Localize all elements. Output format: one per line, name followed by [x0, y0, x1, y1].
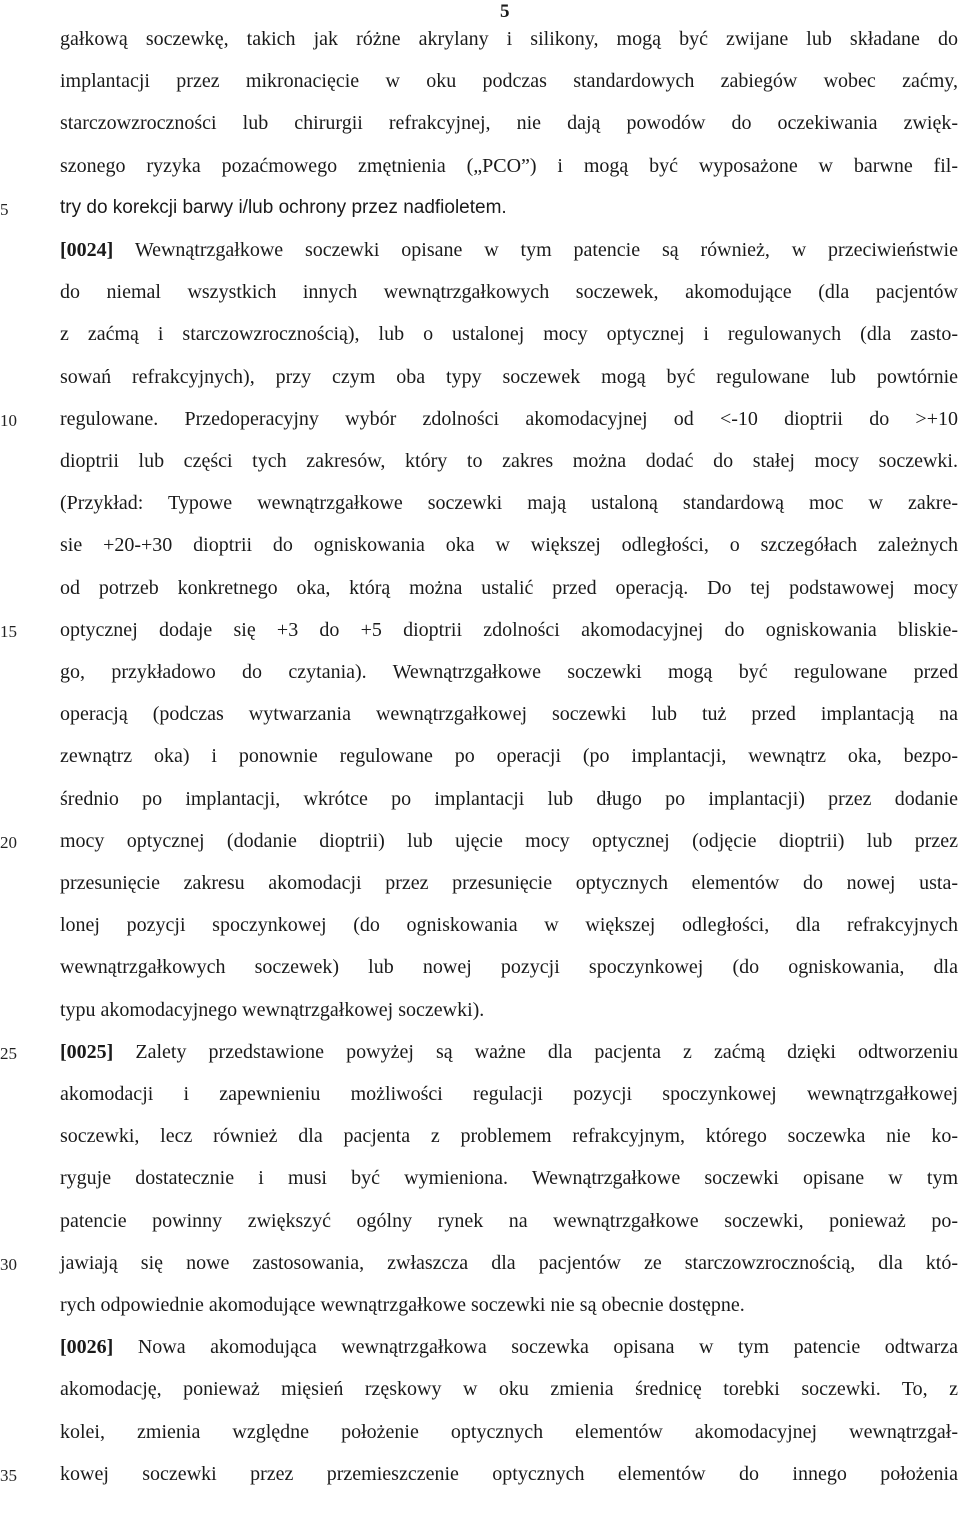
text-line	[60, 321, 958, 347]
line-text: soczewki, lecz również dla pacjenta z problemem refrakcyjnym, którego soczewka nie ko-	[60, 1125, 958, 1148]
margin-line-number: 35	[0, 1465, 17, 1485]
line-text: do niemal wszystkich innych wewnątrzgałkowych soczewek, akomodujące (dla pacjentów	[60, 281, 958, 304]
line-text: patencie powinny zwiększyć ogólny rynek na wewnątrzgałkowe soczewki, ponieważ po-	[60, 1209, 958, 1232]
line-text: ryguje dostatecznie i musi być wymieniona. Wewnątrzgałkowe soczewki opisane w tym	[60, 1167, 958, 1190]
margin-line-number: 5	[0, 199, 9, 219]
text-line	[60, 406, 958, 432]
line-text: starczowzroczności lub chirurgii refrakcyjnej, nie dają powodów do oczekiwania zwięk-	[60, 112, 958, 135]
text-line	[60, 364, 958, 390]
line-text: operacją (podczas wytwarzania wewnątrzgałkowej soczewki lub tuż przed implantacją na	[60, 703, 958, 726]
line-text: wewnątrzgałkowych soczewek) lub nowej pozycji spoczynkowej (do ogniskowania, dla	[60, 956, 958, 979]
line-text: kowej soczewki przez przemieszczenie optycznych elementów do innego położenia	[60, 1462, 958, 1485]
text-line	[60, 786, 958, 812]
text-line	[60, 448, 958, 474]
line-text: dioptrii lub części tych zakresów, który to zakres można dodać do stałej mocy soczewki.	[60, 450, 958, 472]
line-text: Nowa akomodująca wewnątrzgałkowa soczewka opisana w tym patencie odtwarza	[113, 1336, 958, 1359]
text-line	[60, 575, 958, 601]
text-line	[60, 68, 958, 94]
text-line	[60, 828, 958, 854]
text-line	[60, 1165, 958, 1191]
text-line	[60, 153, 958, 179]
text-line	[60, 1123, 958, 1149]
paragraph-number: [0024]	[60, 239, 114, 261]
line-text: sie +20-+30 dioptrii do ogniskowania oka w większej odległości, o szczegółach zależnych	[60, 534, 958, 557]
text-line	[60, 26, 958, 52]
line-text: mocy optycznej (dodanie dioptrii) lub ujęcie mocy optycznej (odjęcie dioptrii) lub przez	[60, 829, 958, 852]
line-text: zewnątrz oka) i ponownie regulowane po operacji (po implantacji, wewnątrz oka, bezpo-	[60, 745, 958, 768]
paragraph-number: [0026]	[60, 1336, 114, 1359]
line-text: średnio po implantacji, wkrótce po implantacji lub długo po implantacji) przez dodanie	[60, 787, 958, 810]
text-line	[60, 743, 958, 769]
text-line	[60, 997, 958, 1023]
line-text: try do korekcji barwy i/lub ochrony przez nadfioletem.	[60, 196, 507, 218]
text-line	[60, 1419, 958, 1445]
line-text: z zaćmą i starczowzrocznością), lub o ustalonej mocy optycznej i regulowanych (dla zasto-	[60, 323, 958, 346]
line-text: typu akomodacyjnego wewnątrzgałkowej soczewki).	[60, 998, 485, 1021]
text-line	[60, 1039, 958, 1065]
text-line	[60, 1334, 958, 1360]
text-line	[60, 237, 958, 263]
line-text: Zalety przedstawione powyżej są ważne dla pacjenta z zaćmą dzięki odtworzeniu	[113, 1040, 958, 1063]
line-text: szonego ryzyka pozaćmowego zmętnienia („PCO”) i mogą być wyposażone w barwne fil-	[60, 154, 958, 177]
text-line	[60, 195, 958, 221]
text-line	[60, 701, 958, 727]
line-text: od potrzeb konkretnego oka, którą można ustalić przed operacją. Do tej podstawowej mocy	[60, 576, 958, 599]
text-line	[60, 1461, 958, 1487]
line-text: rych odpowiednie akomodujące wewnątrzgałkowe soczewki nie są obecnie dostępne.	[60, 1294, 745, 1316]
line-text: optycznej dodaje się +3 do +5 dioptrii zdolności akomodacyjnej do ogniskowania bliskie-	[60, 618, 958, 641]
line-text: (Przykład: Typowe wewnątrzgałkowe soczewki mają ustaloną standardową moc w zakre-	[60, 492, 958, 515]
line-text: akomodację, ponieważ mięsień rzęskowy w oku zmienia średnicę torebki soczewki. To, z	[60, 1378, 958, 1401]
text-line	[60, 490, 958, 516]
text-line	[60, 954, 958, 980]
text-line	[60, 1292, 958, 1318]
text-line	[60, 532, 958, 558]
text-line	[60, 1081, 958, 1107]
margin-line-number: 30	[0, 1254, 17, 1274]
line-text: lonej pozycji spoczynkowej (do ogniskowania w większej odległości, dla refrakcyjnych	[60, 914, 958, 937]
text-line	[60, 110, 958, 136]
line-text: regulowane. Przedoperacyjny wybór zdolności akomodacyjnej od <-10 dioptrii do >+10	[60, 407, 958, 430]
line-text: kolei, zmienia względne położenie optycznych elementów akomodacyjnej wewnątrzgał-	[60, 1420, 958, 1443]
text-line	[60, 912, 958, 938]
line-text: przesunięcie zakresu akomodacji przez przesunięcie optycznych elementów do nowej usta-	[60, 872, 958, 894]
text-line	[60, 617, 958, 643]
line-text: sowań refrakcyjnych), przy czym oba typy soczewek mogą być regulowane lub powtórnie	[60, 365, 958, 388]
line-text: go, przykładowo do czytania). Wewnątrzgałkowe soczewki mogą być regulowane przed	[60, 661, 958, 683]
text-line	[60, 1208, 958, 1234]
margin-line-number: 25	[0, 1043, 17, 1063]
line-text: Wewnątrzgałkowe soczewki opisane w tym patencie są również, w przeciwieństwie	[113, 239, 958, 261]
text-line	[60, 659, 958, 685]
line-text: implantacji przez mikronacięcie w oku podczas standardowych zabiegów wobec zaćmy,	[60, 70, 958, 93]
text-line	[60, 1250, 958, 1276]
text-line	[60, 1376, 958, 1402]
margin-line-number: 10	[0, 410, 17, 430]
text-line	[60, 279, 958, 305]
margin-line-number: 20	[0, 832, 17, 852]
paragraph-number: [0025]	[60, 1040, 114, 1063]
line-text: jawiają się nowe zastosowania, zwłaszcza dla pacjentów ze starczowzrocznością, dla któ-	[60, 1251, 958, 1274]
line-text: gałkową soczewkę, takich jak różne akrylany i silikony, mogą być zwijane lub składane do	[60, 28, 958, 50]
page-number: 5	[500, 1, 510, 22]
margin-line-number: 15	[0, 621, 17, 641]
text-line	[60, 870, 958, 896]
line-text: akomodacji i zapewnieniu możliwości regulacji pozycji spoczynkowej wewnątrzgałkowej	[60, 1083, 958, 1105]
